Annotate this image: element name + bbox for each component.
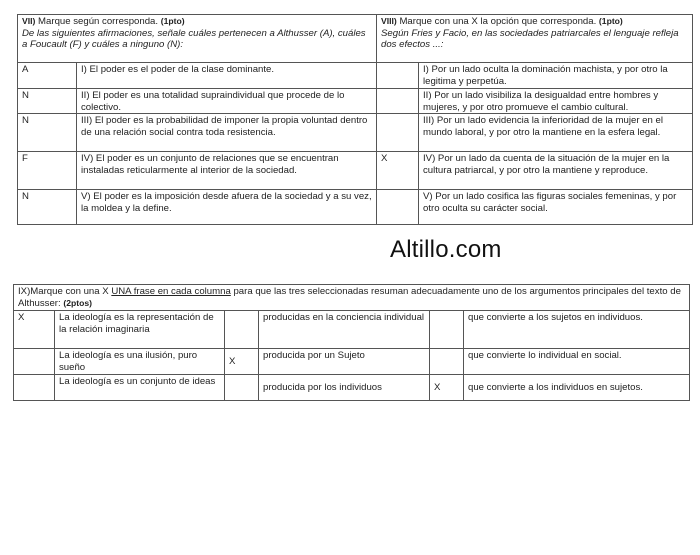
answer-cell[interactable]: N [18, 190, 77, 225]
answer-cell[interactable]: F [18, 152, 77, 190]
option-cell: IV) Por un lado da cuenta de la situación de la mujer en la cultura patriarcal, y por otro la mantiene y reproduce. [419, 152, 693, 190]
option-cell: I) Por un lado oculta la dominación machista, y por otro la legitima y perpetúa. [419, 63, 693, 89]
mark-cell[interactable]: X [14, 311, 55, 349]
table-row [18, 89, 693, 114]
mark-cell[interactable] [430, 349, 464, 375]
watermark-text: Altillo.com [390, 236, 502, 263]
section7-points: (1pto) [160, 16, 185, 26]
table-row [14, 349, 690, 375]
answer-cell[interactable]: N [18, 114, 77, 152]
answer-cell[interactable]: N [18, 89, 77, 114]
section7-header [18, 15, 377, 63]
section8-points: (1pto) [598, 16, 623, 26]
phrase-cell: que convierte lo individual en social. [464, 349, 690, 375]
answer-cell[interactable]: A [18, 63, 77, 89]
table-row [14, 311, 690, 349]
option-cell: V) Por un lado cosifica las figuras sociales femeninas, y por otro oculta su carácter social. [419, 190, 693, 225]
statement-cell: II) El poder es una totalidad supraindividual que procede de lo colectivo. [77, 89, 377, 114]
phrase-cell: La ideología es una ilusión, puro sueño [55, 349, 225, 375]
section9-underlined: UNA frase en cada columna [111, 286, 231, 297]
phrase-cell: producida por los individuos [259, 375, 430, 401]
section9-header [14, 285, 690, 311]
mark-cell[interactable]: X [225, 349, 259, 375]
section8-number: VIII) [381, 16, 397, 26]
section7-instruction: De las siguientes afirmaciones, señale cuáles pertenecen a Althusser (A), cuáles a Foucault (F) y cuáles a ninguno (N): [22, 27, 366, 50]
mark-cell[interactable] [14, 349, 55, 375]
mark-cell[interactable] [377, 190, 419, 225]
mark-cell[interactable] [225, 375, 259, 401]
section8-header [377, 15, 693, 63]
exercise-table-top [17, 14, 693, 225]
statement-cell: III) El poder es la probabilidad de imponer la propia voluntad dentro de una relación social contra toda resistencia. [77, 114, 377, 152]
phrase-cell: producidas en la conciencia individual [259, 311, 430, 349]
table-row [18, 190, 693, 225]
phrase-cell: La ideología es un conjunto de ideas [55, 375, 225, 401]
section7-number: VII) [22, 16, 36, 26]
table-row [14, 375, 690, 401]
section9-rest: para que las tres seleccionadas resuman adecuadamente uno de los argumentos principales del texto de Althusser: [18, 286, 681, 309]
section9-lead: IX)Marque con una X [18, 286, 112, 297]
statement-cell: IV) El poder es un conjunto de relaciones que se encuentran instaladas reticularmente al interior de la sociedad. [77, 152, 377, 190]
mark-cell[interactable] [377, 89, 419, 114]
mark-cell[interactable] [14, 375, 55, 401]
mark-cell[interactable]: X [430, 375, 464, 401]
section9-points: (2ptos) [63, 297, 92, 308]
mark-cell[interactable]: X [377, 152, 419, 190]
section7-title: Marque según corresponda. [38, 16, 159, 27]
option-cell: III) Por un lado evidencia la inferioridad de la mujer en el mundo laboral, y por otro la mantiene en la esfera legal. [419, 114, 693, 152]
statement-cell: I) El poder es el poder de la clase dominante. [77, 63, 377, 89]
exercise-table-bottom [13, 284, 690, 401]
table-row [18, 114, 693, 152]
section8-instruction: Según Fries y Facio, en las sociedades patriarcales el lenguaje refleja dos efectos ...: [381, 27, 679, 50]
mark-cell[interactable] [225, 311, 259, 349]
table-row [18, 63, 693, 89]
phrase-cell: que convierte a los individuos en sujetos. [464, 375, 690, 401]
statement-cell: V) El poder es la imposición desde afuera de la sociedad y a su vez, la moldea y la define. [77, 190, 377, 225]
mark-cell[interactable] [430, 311, 464, 349]
mark-cell[interactable] [377, 114, 419, 152]
phrase-cell: que convierte a los sujetos en individuos. [464, 311, 690, 349]
phrase-cell: producida por un Sujeto [259, 349, 430, 375]
section8-title: Marque con una X la opción que corresponda. [399, 16, 597, 27]
phrase-cell: La ideología es la representación de la relación imaginaria [55, 311, 225, 349]
mark-cell[interactable] [377, 63, 419, 89]
option-cell: II) Por un lado visibiliza la desigualdad entre hombres y mujeres, y por otro promueve el cambio cultural. [419, 89, 693, 114]
table-row [18, 152, 693, 190]
